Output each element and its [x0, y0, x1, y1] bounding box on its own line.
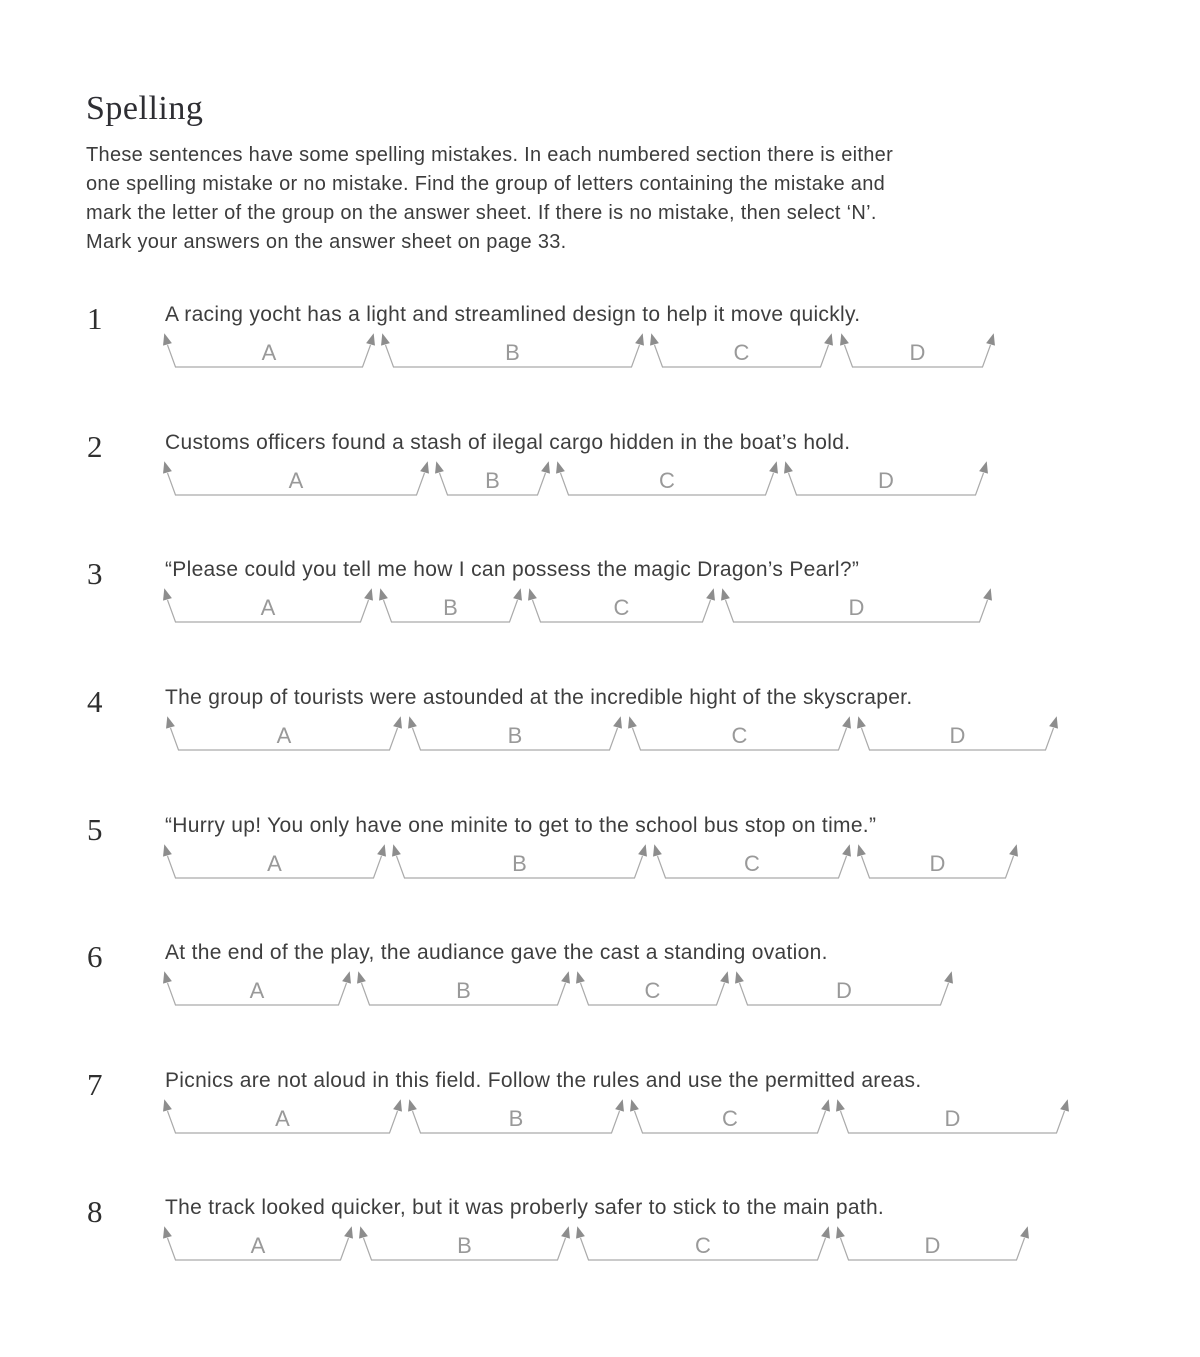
answer-group-brackets [0, 716, 1200, 760]
arrow-up-icon [573, 971, 585, 984]
group-letter-label: C [731, 723, 748, 748]
arrow-up-icon [393, 716, 405, 729]
answer-group-brackets [0, 844, 1200, 888]
arrow-up-icon [160, 1226, 172, 1239]
arrow-up-icon [944, 971, 956, 984]
group-letter-label: B [507, 723, 523, 748]
arrow-up-icon [979, 461, 991, 474]
arrow-up-icon [769, 461, 781, 474]
arrow-up-icon [405, 716, 417, 729]
question-number: 7 [87, 1067, 103, 1102]
arrow-up-icon [405, 1099, 417, 1112]
arrow-up-icon [854, 844, 866, 857]
group-letter-label: C [644, 978, 661, 1003]
question-number: 8 [87, 1194, 103, 1229]
arrow-up-icon [163, 716, 175, 729]
group-letter-label: C [722, 1106, 738, 1131]
group-letter-label: D [929, 851, 946, 876]
group-letter-label: D [949, 723, 966, 748]
arrow-up-icon [525, 588, 537, 601]
instruction-line: Mark your answers on the answer sheet on page 33. [86, 231, 567, 253]
arrow-up-icon [833, 1226, 845, 1239]
question-3 [0, 557, 1200, 647]
answer-group-brackets [0, 461, 1200, 505]
arrow-up-icon [821, 1226, 833, 1239]
group-letter-label: B [508, 1106, 524, 1131]
arrow-up-icon [356, 1226, 368, 1239]
instruction-line: These sentences have some spelling mistakes. In each numbered section there is either [86, 144, 894, 166]
arrow-up-icon [376, 588, 388, 601]
question-6 [0, 940, 1200, 1030]
arrow-up-icon [541, 461, 553, 474]
question-8 [0, 1195, 1200, 1285]
arrow-up-icon [160, 971, 172, 984]
question-5 [0, 813, 1200, 903]
question-number: 1 [87, 301, 103, 336]
arrow-up-icon [432, 461, 444, 474]
group-letter-label: B [443, 595, 458, 620]
arrow-up-icon [986, 333, 998, 346]
arrow-up-icon [393, 1099, 405, 1112]
arrow-up-icon [160, 333, 172, 346]
question-number: 6 [87, 939, 103, 974]
group-letter-label: B [457, 1233, 472, 1258]
question-sentence: Picnics are not aloud in this field. Follow the rules and use the permitted areas. [165, 1069, 922, 1092]
group-letter-label: C [695, 1233, 711, 1258]
group-letter-label: B [512, 851, 527, 876]
arrow-up-icon [635, 333, 647, 346]
question-sentence: “Please could you tell me how I can possess the magic Dragon’s Pearl?” [165, 558, 860, 581]
arrow-up-icon [378, 333, 390, 346]
arrow-up-icon [706, 588, 718, 601]
group-letter-label: D [944, 1106, 961, 1131]
arrow-up-icon [160, 844, 172, 857]
group-letter-label: D [878, 468, 894, 493]
arrow-up-icon [720, 971, 732, 984]
question-number: 4 [87, 684, 103, 719]
arrow-up-icon [824, 333, 836, 346]
group-letter-label: D [909, 340, 926, 365]
group-letter-label: C [613, 595, 630, 620]
question-sentence: At the end of the play, the audiance gave the cast a standing ovation. [165, 941, 828, 964]
arrow-up-icon [354, 971, 366, 984]
arrow-up-icon [625, 716, 637, 729]
group-letter-label: C [744, 851, 760, 876]
arrow-up-icon [366, 333, 378, 346]
page-title: Spelling [86, 90, 204, 127]
question-sentence: A racing yocht has a light and streamlined design to help it move quickly. [165, 303, 861, 326]
arrow-up-icon [613, 716, 625, 729]
arrow-up-icon [389, 844, 401, 857]
group-letter-label: B [485, 468, 500, 493]
group-letter-label: D [848, 595, 865, 620]
answer-group-brackets [0, 1099, 1200, 1143]
question-sentence: Customs officers found a stash of ilegal cargo hidden in the boat’s hold. [165, 431, 851, 454]
arrow-up-icon [561, 1226, 573, 1239]
question-sentence: The group of tourists were astounded at the incredible hight of the skyscraper. [165, 686, 913, 709]
arrow-up-icon [420, 461, 432, 474]
arrow-up-icon [1060, 1099, 1072, 1112]
group-letter-label: A [276, 723, 292, 748]
arrow-up-icon [615, 1099, 627, 1112]
group-letter-label: C [659, 468, 675, 493]
arrow-up-icon [342, 971, 354, 984]
arrow-up-icon [160, 588, 172, 601]
answer-group-brackets [0, 971, 1200, 1015]
arrow-up-icon [781, 461, 793, 474]
arrow-up-icon [842, 844, 854, 857]
arrow-up-icon [573, 1226, 585, 1239]
group-letter-label: C [733, 340, 750, 365]
arrow-up-icon [160, 461, 172, 474]
arrow-up-icon [1049, 716, 1061, 729]
arrow-up-icon [638, 844, 650, 857]
question-number: 3 [87, 556, 103, 591]
arrow-up-icon [837, 333, 849, 346]
arrow-up-icon [513, 588, 525, 601]
arrow-up-icon [650, 844, 662, 857]
arrow-up-icon [561, 971, 573, 984]
arrow-up-icon [553, 461, 565, 474]
instructions [86, 141, 893, 257]
instruction-line: mark the letter of the group on the answer sheet. If there is no mistake, then select ‘N’. [86, 202, 877, 224]
arrow-up-icon [160, 1099, 172, 1112]
arrow-up-icon [344, 1226, 356, 1239]
arrow-up-icon [833, 1099, 845, 1112]
group-letter-label: B [505, 340, 520, 365]
group-letter-label: A [288, 468, 304, 493]
answer-group-brackets [0, 333, 1200, 377]
arrow-up-icon [1009, 844, 1021, 857]
question-sentence: “Hurry up! You only have one minite to get to the school bus stop on time.” [165, 814, 877, 837]
arrow-up-icon [718, 588, 730, 601]
question-1 [0, 302, 1200, 392]
arrow-up-icon [854, 716, 866, 729]
answer-group-brackets [0, 588, 1200, 632]
group-letter-label: A [261, 340, 277, 365]
arrow-up-icon [377, 844, 389, 857]
question-sentence: The track looked quicker, but it was proberly safer to stick to the main path. [165, 1196, 885, 1219]
group-letter-label: A [275, 1106, 290, 1131]
question-4 [0, 685, 1200, 775]
arrow-up-icon [1020, 1226, 1032, 1239]
question-2 [0, 430, 1200, 520]
group-letter-label: D [836, 978, 852, 1003]
group-letter-label: A [260, 595, 276, 620]
arrow-up-icon [647, 333, 659, 346]
arrow-up-icon [983, 588, 995, 601]
arrow-up-icon [842, 716, 854, 729]
group-letter-label: A [249, 978, 265, 1003]
arrow-up-icon [627, 1099, 639, 1112]
arrow-up-icon [821, 1099, 833, 1112]
answer-group-brackets [0, 1226, 1200, 1270]
arrow-up-icon [732, 971, 744, 984]
question-7 [0, 1068, 1200, 1158]
group-letter-label: D [924, 1233, 941, 1258]
group-letter-label: A [250, 1233, 266, 1258]
group-letter-label: B [456, 978, 471, 1003]
arrow-up-icon [364, 588, 376, 601]
question-number: 2 [87, 429, 103, 464]
instruction-line: one spelling mistake or no mistake. Find the group of letters containing the mistake and [86, 173, 886, 195]
question-number: 5 [87, 812, 103, 847]
group-letter-label: A [267, 851, 282, 876]
